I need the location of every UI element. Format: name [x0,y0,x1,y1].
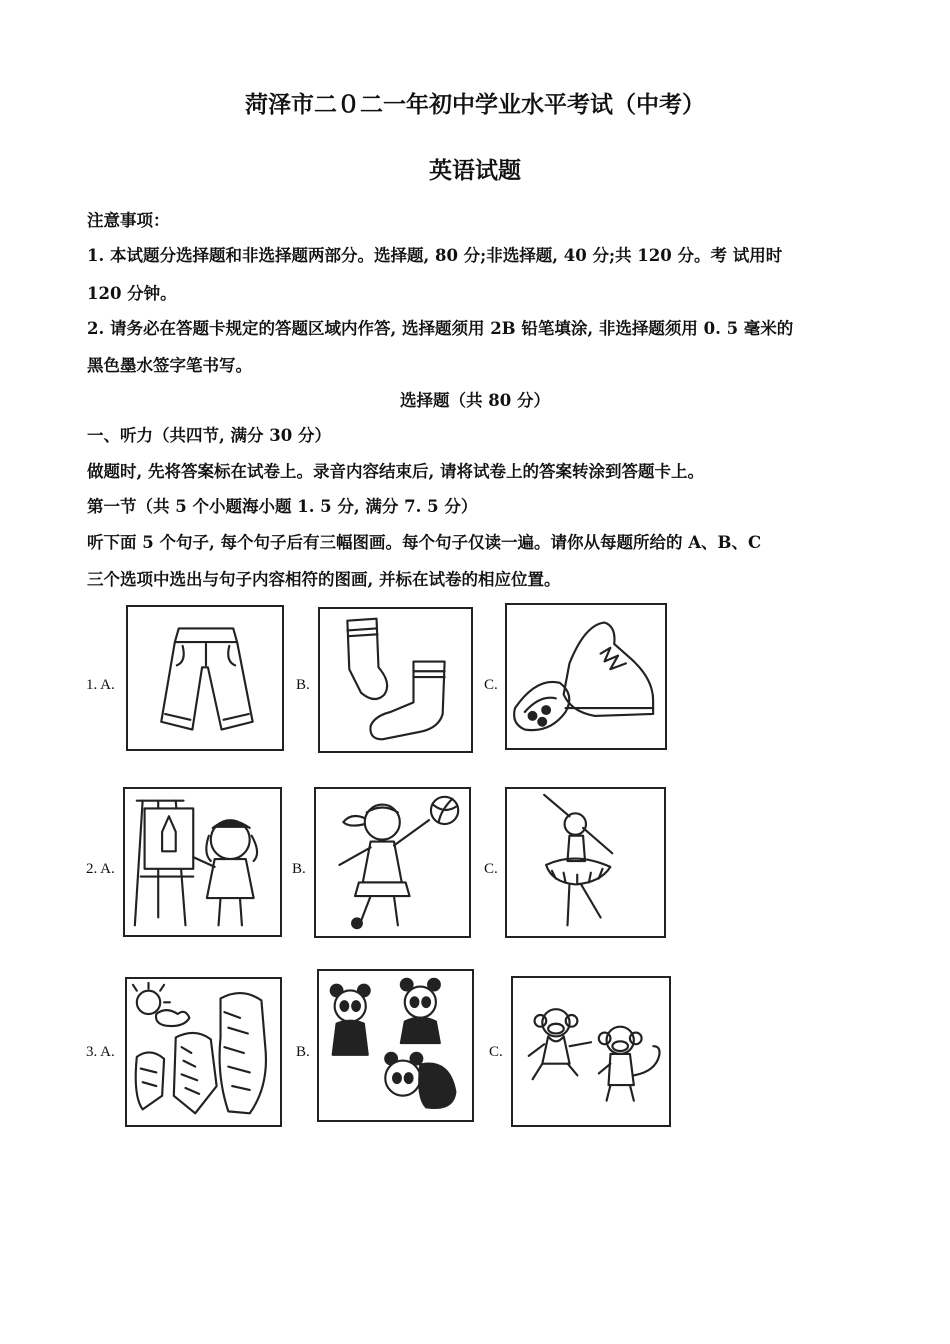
subsection-1-instruction-line-2: 三个选项中选出与句子内容相符的图画, 并标在试卷的相应位置。 [87,570,561,589]
subsection-1-instruction-line-1: 听下面 5 个句子, 每个句子后有三幅图画。每个句子仅读一遍。请你从每题所给的 A、B、C [87,533,762,552]
note-2-line-2: 黑色墨水签字笔书写。 [87,356,252,375]
q1-option-a-picture[interactable] [126,605,284,751]
q3-option-b-picture[interactable] [317,969,474,1122]
note-1-line-2: 120 分钟。 [87,284,177,303]
q2-option-a-label: 2. A. [86,861,115,877]
tigers-icon [127,979,280,1125]
sneakers-icon [507,605,665,748]
q2-option-c-label: C. [484,861,498,877]
q1-option-b-label: B. [296,677,310,693]
pandas-icon [319,971,472,1120]
q1-option-c-label: C. [484,677,498,693]
q2-option-a-picture[interactable] [123,787,282,937]
q3-option-a-label: 3. A. [86,1044,115,1060]
part-1-heading: 一、听力（共四节, 满分 30 分） [87,426,331,445]
exam-title: 菏泽市二０二一年初中学业水平考试（中考） [245,91,705,118]
q1-option-a-label: 1. A. [86,677,115,693]
socks-icon [320,609,471,751]
q3-option-a-picture[interactable] [125,977,282,1127]
girl-volleyball-icon [316,789,469,936]
note-1-line-1: 1. 本试题分选择题和非选择题两部分。选择题, 80 分;非选择题, 40 分;共 120 分。考 试用时 [87,246,783,265]
q3-option-c-picture[interactable] [511,976,671,1127]
q3-option-b-label: B. [296,1044,310,1060]
exam-subtitle: 英语试题 [429,157,521,184]
note-2-line-1: 2. 请务必在答题卡规定的答题区域内作答, 选择题须用 2B 铅笔填涂, 非选择题须用 0. 5 毫米的 [87,319,794,338]
q1-option-b-picture[interactable] [318,607,473,753]
monkeys-icon [513,978,669,1125]
q2-option-b-label: B. [292,861,306,877]
girl-painting-icon [125,789,280,935]
shorts-icon [128,607,282,749]
ballerina-icon [507,789,664,936]
q1-option-c-picture[interactable] [505,603,667,750]
notes-heading: 注意事项： [87,211,170,230]
q2-option-b-picture[interactable] [314,787,471,938]
section-title: 选择题（共 80 分） [400,391,550,410]
q2-option-c-picture[interactable] [505,787,666,938]
subsection-1-heading: 第一节（共 5 个小题海小题 1. 5 分, 满分 7. 5 分） [87,497,478,516]
q3-option-c-label: C. [489,1044,503,1060]
part-1-instruction: 做题时, 先将答案标在试卷上。录音内容结束后, 请将试卷上的答案转涂到答题卡上。 [87,462,704,481]
